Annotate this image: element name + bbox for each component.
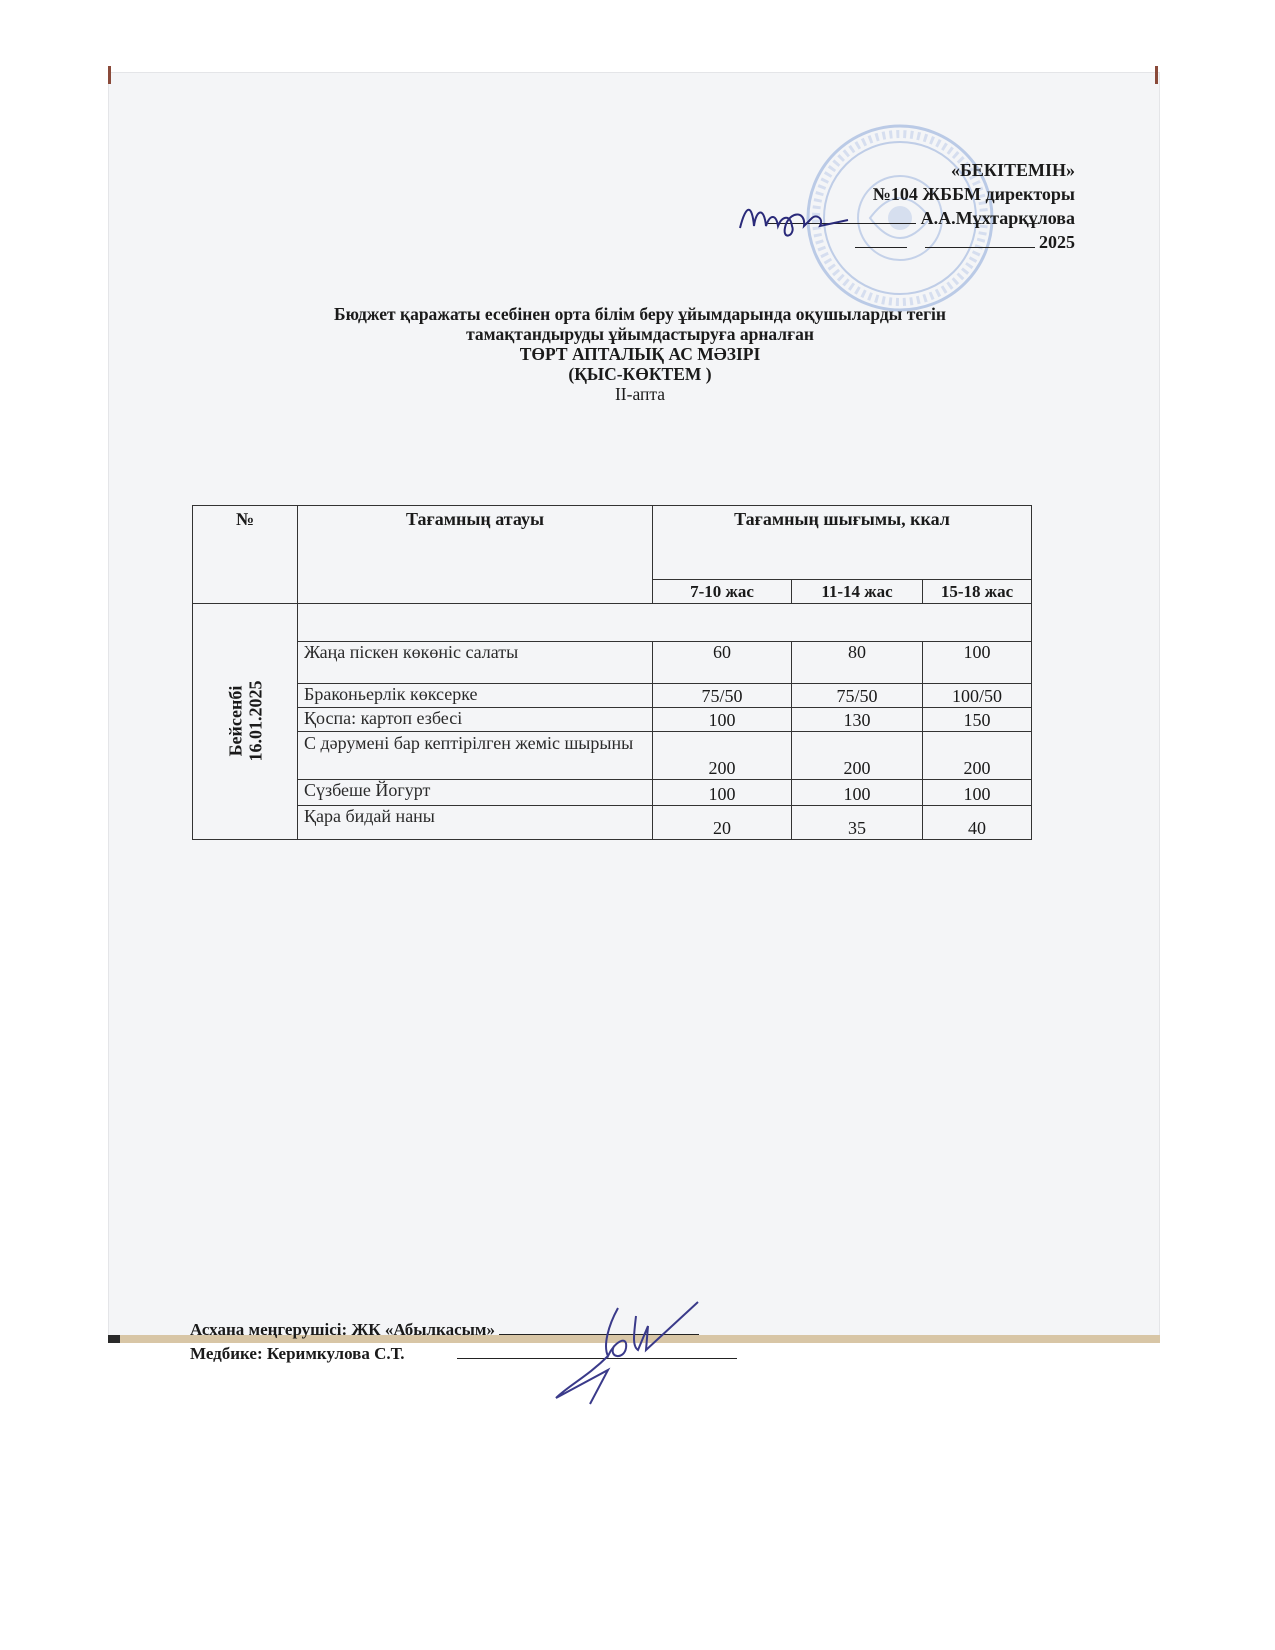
dish-name: С дәрумені бар кептірілген жеміс шырыны [298,732,653,780]
dish-name: Сүзбеше Йогурт [298,780,653,806]
portion-11-14: 130 [792,708,923,732]
portion-15-18: 200 [923,732,1032,780]
title-line-2: тамақтандыруды ұйымдастыруға арналған [466,324,814,344]
header-age-15-18: 15-18 жас [923,580,1032,604]
title-line-3: ТӨРТ АПТАЛЫҚ АС МӘЗІРІ [519,344,761,364]
page-edge-mark [108,66,111,84]
portion-7-10: 200 [653,732,792,780]
day-date: 16.01.2025 [245,680,265,762]
document-title [160,304,1120,404]
portion-7-10: 60 [653,642,792,684]
approval-year: 2025 [1039,232,1075,252]
table-row [193,708,1032,732]
approval-position: №104 ЖББМ директоры [872,184,1075,204]
header-output: Тағамның шығымы, ккал [653,506,1032,580]
date-month-line [925,231,1035,248]
page-edge-mark [1155,66,1158,84]
portion-7-10: 20 [653,806,792,840]
dish-name: Қара бидай наны [298,806,653,840]
title-line-1: Бюджет қаражаты есебінен орта білім беру ұйымдарында оқушыларды тегін [334,304,946,324]
portion-11-14: 35 [792,806,923,840]
day-weekday: Бейсенбі [225,685,245,757]
day-label [225,681,265,762]
nurse-label: Медбике: Керимкулова С.Т. [190,1344,405,1363]
dish-name: Қоспа: картоп езбесі [298,708,653,732]
portion-11-14: 200 [792,732,923,780]
director-name: А.А.Мұхтарқұлова [920,208,1075,228]
canteen-signature [548,1286,708,1406]
menu-table [192,505,1032,840]
empty-row [298,604,1032,642]
portion-7-10: 100 [653,780,792,806]
header-dish-name: Тағамның атауы [298,506,653,604]
portion-15-18: 100/50 [923,684,1032,708]
table-row [193,732,1032,780]
portion-7-10: 75/50 [653,684,792,708]
portion-15-18: 100 [923,780,1032,806]
dish-name: Браконьерлік көксерке [298,684,653,708]
header-number: № [193,506,298,604]
table-row [193,684,1032,708]
canteen-manager-label: Асхана меңгерушісі: ЖК «Абылкасым» [190,1320,495,1339]
director-signature [720,196,870,246]
dish-name: Жаңа піскен көкөніс салаты [298,642,653,684]
table-row [193,780,1032,806]
approval-heading: «БЕКІТЕМІН» [951,160,1075,180]
title-week: II-апта [614,384,665,404]
header-age-7-10: 7-10 жас [653,580,792,604]
portion-15-18: 150 [923,708,1032,732]
portion-7-10: 100 [653,708,792,732]
title-line-4: (ҚЫС-КӨКТЕМ ) [568,364,712,384]
portion-15-18: 40 [923,806,1032,840]
header-age-11-14: 11-14 жас [792,580,923,604]
day-cell [193,604,298,840]
table-row [193,642,1032,684]
portion-11-14: 100 [792,780,923,806]
portion-15-18: 100 [923,642,1032,684]
portion-11-14: 75/50 [792,684,923,708]
portion-11-14: 80 [792,642,923,684]
table-row [193,806,1032,840]
